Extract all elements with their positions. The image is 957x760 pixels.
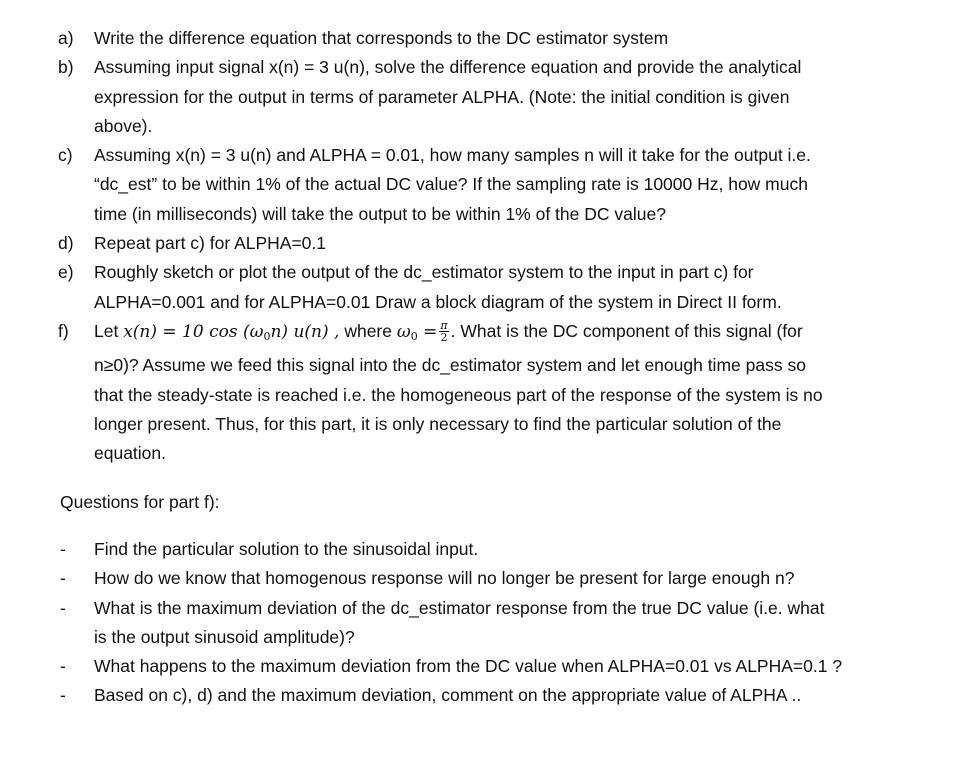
subheading: Questions for part f):: [60, 492, 220, 512]
text-line: expression for the output in terms of parameter ALPHA. (Note: the initial condition is given: [94, 86, 790, 107]
question-list: [58, 24, 938, 468]
text-suffix: . What is the DC component of this signal (for: [450, 320, 803, 341]
question-label: c): [58, 145, 73, 166]
question-f: [58, 317, 938, 468]
text-prefix: Let: [94, 320, 119, 341]
bullet-list: [60, 535, 940, 711]
text-line: Based on c), d) and the maximum deviation, comment on the appropriate value of ALPHA ..: [94, 685, 802, 706]
bullet-text: [94, 681, 940, 710]
text-line: Write the difference equation that corresponds to the DC estimator system: [94, 28, 669, 48]
bullet-dash: -: [60, 568, 66, 589]
formula-part: n) u(n) ,: [270, 321, 340, 342]
signal-formula: [123, 322, 339, 342]
bullet-text: [94, 652, 940, 681]
text-line: ALPHA=0.001 and for ALPHA=0.01 Draw a block diagram of the system in Direct II form.: [94, 291, 782, 312]
bullet-item: [60, 681, 940, 710]
text-line: “dc_est” to be within 1% of the actual DC value? If the sampling rate is 10000 Hz, how much: [94, 174, 808, 195]
text-line: longer present. Thus, for this part, it is only necessary to find the particular solution of the: [94, 413, 782, 434]
text-line: Assuming x(n) = 3 u(n) and ALPHA = 0.01, how many samples n will it take for the output i.e.: [94, 145, 811, 166]
question-text: [94, 258, 938, 317]
text-line: Repeat part c) for ALPHA=0.1: [94, 233, 327, 254]
bullet-text: [94, 535, 940, 564]
question-label: a): [58, 28, 74, 48]
text-line: time (in milliseconds) will take the output to be within 1% of the DC value?: [94, 203, 666, 224]
question-text: [94, 141, 938, 229]
fraction-numerator: π: [440, 318, 448, 332]
fraction-denominator: 2: [440, 330, 448, 344]
question-label: b): [58, 57, 74, 78]
bullet-text: [94, 594, 940, 653]
question-text: [94, 53, 938, 141]
text-line: What is the maximum deviation of the dc_estimator response from the true DC value (i.e. what: [94, 597, 825, 618]
formula-part: ω: [396, 321, 411, 342]
question-label: f): [58, 320, 69, 341]
question-e: [58, 258, 938, 317]
formula-part: x(n) = 10 cos (ω: [123, 321, 264, 342]
question-label: d): [58, 233, 74, 254]
formula-subscript: 0: [410, 329, 418, 343]
bullet-dash: -: [60, 539, 66, 559]
bullet-item: [60, 564, 940, 593]
question-c: [58, 141, 938, 229]
question-text: [94, 24, 938, 53]
text-line: What happens to the maximum deviation from the DC value when ALPHA=0.01 vs ALPHA=0.1 ?: [94, 656, 843, 677]
question-a: [58, 24, 938, 53]
text-line: that the steady-state is reached i.e. the homogeneous part of the response of the system is no: [94, 384, 823, 405]
text-line: Assuming input signal x(n) = 3 u(n), solve the difference equation and provide the analytical: [94, 57, 802, 78]
bullet-dash: -: [60, 685, 66, 706]
text-line: How do we know that homogenous response will no longer be present for large enough n?: [94, 568, 795, 589]
bullet-dash: -: [60, 597, 66, 618]
bullet-item: [60, 594, 940, 653]
text-line-with-formula: [94, 317, 938, 351]
omega-formula: [396, 318, 451, 344]
question-b: [58, 53, 938, 141]
text-line: equation.: [94, 443, 167, 464]
text-line: above).: [94, 115, 153, 136]
bullet-dash: -: [60, 656, 66, 677]
question-text: [94, 317, 938, 468]
question-label: e): [58, 262, 74, 283]
text-line: is the output sinusoid amplitude)?: [94, 626, 355, 647]
text-line: Roughly sketch or plot the output of the dc_estimator system to the input in part c) for: [94, 262, 754, 283]
bullet-item: [60, 535, 940, 564]
question-d: [58, 229, 938, 258]
text-line: n≥0)? Assume we feed this signal into the dc_estimator system and let enough time pass so: [94, 355, 806, 376]
fraction: [439, 320, 448, 343]
bullet-text: [94, 564, 940, 593]
formula-subscript: 0: [263, 329, 271, 343]
text-line: Find the particular solution to the sinusoidal input.: [94, 539, 479, 559]
bullet-item: [60, 652, 940, 681]
text-where: where: [344, 320, 392, 341]
question-text: [94, 229, 938, 258]
formula-equals: =: [423, 321, 438, 342]
